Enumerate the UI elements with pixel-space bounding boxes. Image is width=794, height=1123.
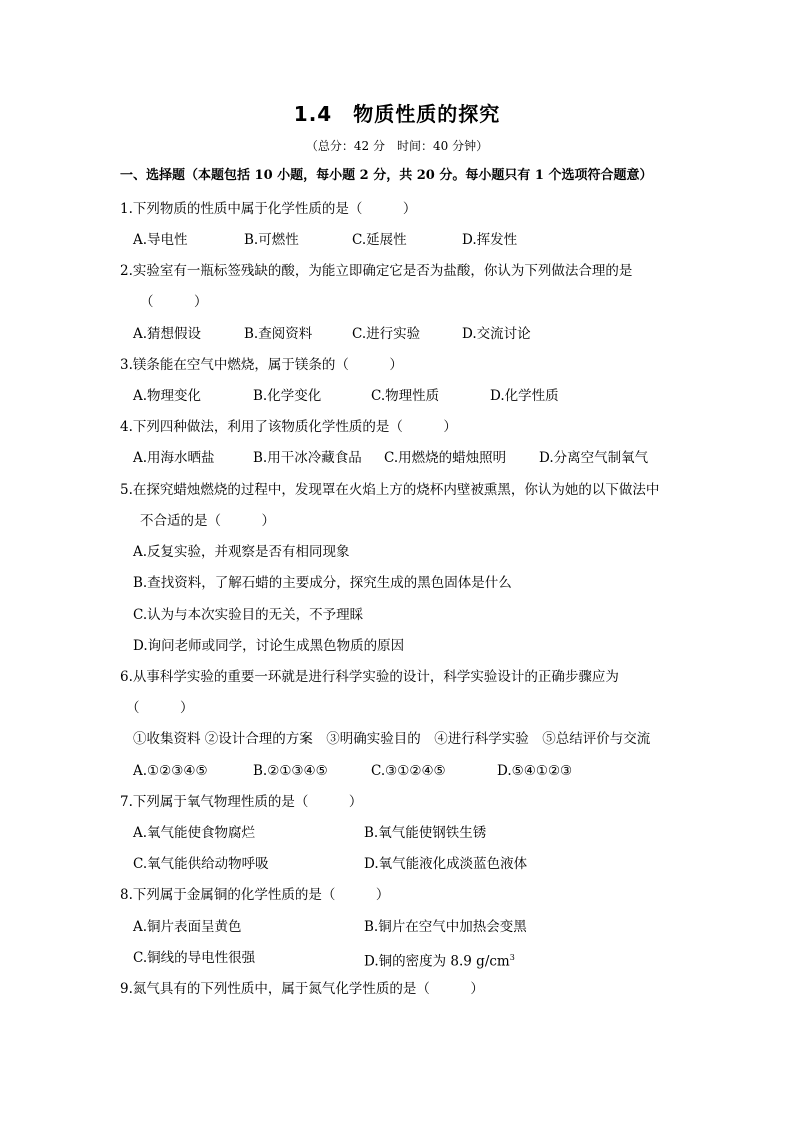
question-8-option-d-text: D.铜的密度为 8.9 g/cm [364,953,510,970]
section-heading: 一、选择题（本题包括 10 小题，每小题 2 分，共 20 分。每小题只有 1 个选项符合题意） [120,168,653,183]
question-8-option-c: C.铜线的导电性很强 [133,950,256,966]
question-6-option-c: C.③①②④⑤ [371,763,446,779]
question-6-option-b: B.②①③④⑤ [253,763,328,779]
question-3-option-a: A.物理变化 [133,388,202,404]
question-5-option-d: D.询问老师或同学，讨论生成黑色物质的原因 [133,638,405,654]
question-3-option-b: B.化学变化 [253,388,322,404]
question-2-option-c: C.进行实验 [352,326,421,342]
question-5-option-b: B.查找资料，了解石蜡的主要成分，探究生成的黑色固体是什么 [133,575,512,591]
question-3-option-c: C.物理性质 [371,388,440,404]
question-9-stem: 9.氮气具有的下列性质中，属于氮气化学性质的是（ ） [120,981,484,997]
question-7-option-b: B.氧气能使钢铁生锈 [364,825,487,841]
page-title: 1.4 物质性质的探究 [293,102,501,126]
question-3-option-d: D.化学性质 [490,388,559,404]
question-7-option-a: A.氧气能使食物腐烂 [133,825,256,841]
question-6-stem: 6.从事科学实验的重要一环就是进行科学实验的设计，科学实验设计的正确步骤应为 [120,669,619,685]
question-8-stem: 8.下列属于金属铜的化学性质的是（ ） [120,887,390,903]
question-5-stem-cont: 不合适的是（ ） [140,513,275,529]
question-7-stem: 7.下列属于氧气物理性质的是（ ） [120,794,363,810]
question-6-steps: ①收集资料 ②设计合理的方案 ③明确实验目的 ④进行科学实验 ⑤总结评价与交流 [133,731,651,747]
question-1-option-d: D.挥发性 [462,232,518,248]
question-4-option-b: B.用干冰冷藏食品 [253,450,362,466]
question-2-stem-cont: （ ） [140,294,208,310]
question-4-stem: 4.下列四种做法，利用了该物质化学性质的是（ ） [120,419,457,435]
question-2-stem: 2.实验室有一瓶标签残缺的酸，为能立即确定它是否为盐酸，你认为下列做法合理的是 [120,263,633,279]
question-5-stem: 5.在探究蜡烛燃烧的过程中，发现罩在火焰上方的烧杯内壁被熏黑，你认为她的以下做法中 [120,482,660,498]
question-4-option-a: A.用海水晒盐 [133,450,215,466]
question-7-option-d: D.氧气能液化成淡蓝色液体 [364,856,528,872]
question-7-option-c: C.氧气能供给动物呼吸 [133,856,269,872]
question-5-option-a: A.反复实验，并观察是否有相同现象 [133,544,350,560]
question-6-option-d: D.⑤④①②③ [497,763,573,779]
question-5-option-c: C.认为与本次实验目的无关，不予理睬 [133,607,364,623]
question-1-option-c: C.延展性 [352,232,407,248]
question-2-option-b: B.查阅资料 [244,326,313,342]
question-3-stem: 3.镁条能在空气中燃烧，属于镁条的（ ） [120,357,403,373]
question-1-stem: 1.下列物质的性质中属于化学性质的是（ ） [120,201,417,217]
question-2-option-a: A.猜想假设 [133,326,202,342]
question-8-option-d [364,949,515,971]
question-2-option-d: D.交流讨论 [462,326,531,342]
question-6-option-a: A.①②③④⑤ [133,763,208,779]
question-8-option-a: A.铜片表面呈黄色 [133,919,242,935]
superscript-3: 3 [509,953,515,962]
question-1-option-b: B.可燃性 [244,232,299,248]
question-1-option-a: A.导电性 [133,232,188,248]
question-4-option-d: D.分离空气制氧气 [539,450,649,466]
question-8-option-b: B.铜片在空气中加热会变黑 [364,919,527,935]
page-subtitle: （总分：42 分 时间：40 分钟） [305,139,489,153]
question-6-stem-cont: （ ） [126,700,194,716]
question-4-option-c: C.用燃烧的蜡烛照明 [384,450,507,466]
